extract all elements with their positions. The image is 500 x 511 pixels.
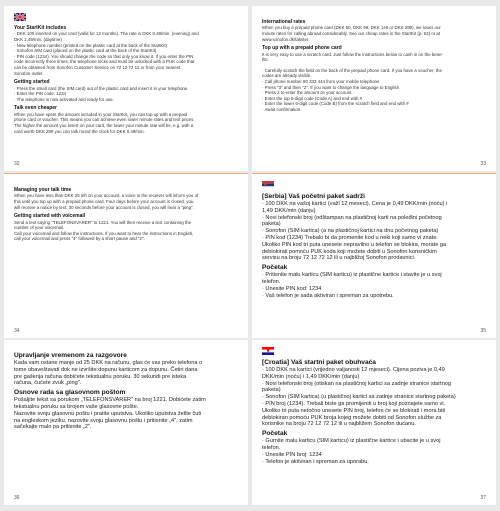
body-line: računa, čućete zvuk „ping". — [14, 380, 82, 387]
page-number: 33 — [480, 161, 486, 167]
body-line: number of your voicemail. — [14, 225, 65, 231]
section-heading: Početak — [262, 264, 288, 272]
section-heading: [Croatia] Vaš startni paket obuhvaća — [262, 359, 376, 366]
croatia-flag-icon — [262, 347, 274, 355]
body-line: It is very easy to use a scratch card. Just follow the instructions below to cash in on the bene- — [262, 51, 444, 57]
body-line: www.sonofon.dk/takster. — [262, 36, 310, 42]
page-number: 34 — [14, 328, 20, 334]
body-line: When you buy a prepaid phone card (DKK 50, DKK 99, DKK 149 or DKK 299), we lower our — [262, 25, 441, 31]
body-line: DKK 1.49/min. (daytime) — [14, 37, 62, 42]
body-line: · Sonofon SIM card (placed on the plastic card at the back of the StartKit) — [14, 48, 157, 54]
body-line: telefon. — [262, 444, 281, 451]
body-line: · Gurnite malu karticu (SIM karticu) iz plastične kartice i ubacite je u svoj — [262, 438, 441, 445]
body-line: code incorrectly three times, the telephone locks and must be unlocked with a PUK code that — [14, 59, 195, 65]
body-line: · Pritisnite malu karticu (SIM karticu) iz plastične kartice i stavite je u svoj — [262, 272, 442, 279]
body-line: deblokiran pomoću PUK broja kojeg možete dobiti od Sonofon službe za — [262, 414, 442, 421]
body-line: · Press 2 to enter the amount on your account — [262, 90, 352, 96]
body-line: When you have spent the amount included in your StartKit, you can top up with a prepaid — [14, 111, 188, 117]
page-number: 36 — [14, 495, 20, 501]
body-line: minute rates for calling abroad considerably. See our cheap rates in the StartKit (p. 63) or at — [262, 31, 441, 36]
body-line: · Call phone number 80 333 444 from your mobile telephone — [262, 78, 380, 84]
body-line: · PIN code (1234). You should change the code so that only you know it. If you enter the PIN — [14, 53, 194, 59]
body-line: · Sonofon (SIM kartica) (a na plastičnoj kartici na dnu početnog paketa) — [262, 228, 439, 235]
section-heading: [Serbia] Vaš početni paket sadrži — [262, 193, 365, 200]
body-line: The higher the amount you insert on your card, the lower your minute rate will be, e.g. with a — [14, 122, 194, 128]
body-line: · Novi telefonski broj (otiskan na plastičnoj kartici sa zadnje stranice startnog — [262, 380, 452, 387]
section-heading: Početak — [262, 430, 288, 438]
section-heading: Getting started — [14, 79, 50, 86]
body-line: will receive a notice by text. 30 seconds before your account is closed, you will hear a "ping". — [14, 204, 194, 210]
page-number: 37 — [480, 495, 486, 501]
body-line: · Carefully scratch the field on the back of the prepaid phone card. If you have a voucher, the — [262, 67, 442, 73]
section-heading: Osnove rada sa glasovnom poštom — [14, 389, 126, 397]
body-line: · Vaš telefon je sada aktiviran i spreman za upotrebu. — [262, 292, 394, 299]
body-line: · Unesite PIN broj: 1234 — [262, 451, 322, 458]
body-line: Call your voicemail and follow the instructions. If you want to hear the instructions in English, — [14, 230, 194, 236]
body-line: phone card or voucher. This means you can achieve even lower minute rates and text prices. — [14, 117, 195, 123]
body-line: · Unesite PIN kod: 1234 — [262, 285, 322, 292]
body-line: can be obtained from Sonofon Customer Service on 72 12 72 12 or from your nearest — [14, 64, 181, 70]
body-line: Pošaljite tekst sa porukom „TELEFONSVARER" na broj 1221. Dobićete zatim — [14, 397, 206, 404]
body-line: · PIN broj (1234). Trebali biste ga promijeniti u broj koji poznajete samo vi. — [262, 400, 446, 407]
body-line: Kada vam ostane manje od 25 DKK na računu, glas će vas preko telefona o — [14, 360, 203, 366]
body-line: korisnike na broju 72 12 72 12 ili u najbližem Sonofon dućanu. — [262, 421, 416, 428]
body-line: · Sonofon (SIM kartica) (u plastičnoj kartici sa zadnje stranice startnog paketa) — [262, 394, 456, 401]
section-heading: Talk even cheaper — [14, 105, 57, 112]
body-line: · Await confirmation — [262, 106, 301, 112]
body-line: call your voicemail and press "4" followed by a short pause and "2". — [14, 236, 145, 242]
body-line: · Press the small card (the SIM card) out of the plastic card and insert it in your telephone — [14, 85, 188, 91]
body-line: Ukoliko tri puta netočno unesete PIN broj, telefon će se blokirati i mora biti — [262, 407, 446, 414]
section-heading: International rates — [262, 19, 306, 25]
body-line: Nazovite svoju glasovnu poštu i pratite uputstva. Ukoliko uputstva želite čuti — [14, 410, 202, 417]
page-35 — [252, 173, 496, 338]
page-33 — [252, 6, 496, 171]
section-heading: Managing your talk time — [14, 187, 72, 193]
body-line: · 100 DKK na kartici (vrijedno valjanosti 12 mjeseci). Cijena poziva je 0,49 — [262, 367, 445, 373]
body-line: tekstualnu poruku sa brojem vaše glasovne pošte. — [14, 403, 139, 410]
body-line: codes are already visible. — [262, 73, 312, 79]
body-line: Ukoliko PIN kod tri puta unesete nepravilno u telefon se blokira, morate ga — [262, 241, 447, 248]
body-line: · Enter the top 8-digit code (Code A) and end with # — [262, 95, 363, 101]
body-line: this until you top up with a prepaid phone card. Four days before your account is closed, you — [14, 199, 194, 204]
body-line: paketa) — [262, 387, 281, 394]
page-number: 35 — [480, 328, 486, 334]
section-heading: Upravljanje vremenom za razgovore — [14, 352, 127, 359]
body-line: · Enter the lower 6-digit code (Code B) from the scratch field and end with # — [262, 101, 409, 107]
body-line: tome obaveštavati dok ne izvršite dopunu karticom za dopunu. Četiri dana — [14, 366, 198, 373]
body-line: fits. — [262, 57, 269, 63]
body-line: · PIN kod (1234) Trebalo bi da promenite kod u neki koji samo vi znate. — [262, 234, 438, 241]
body-line: na engleskom jeziku, nazovite svoju glasovnu poštu i pritisnite „4", zatim — [14, 417, 193, 424]
section-heading: Your StartKit includes — [14, 25, 67, 31]
body-line: card worth DKK 299 you can talk round the clock for DKK 0.49/min. — [14, 128, 145, 134]
body-line: Send a text saying "TELEFONSVARER" to 1221. You will then receive a text containing the — [14, 219, 192, 225]
body-line: · New telephone number (printed on the plastic card at the back of the StartKit) — [14, 42, 168, 48]
serbia-flag-icon — [262, 181, 274, 189]
body-line: · 100 DKK na vašoj kartici (važi 12 meseci). Cena je 0,49 DKK/min (noću) i — [262, 201, 448, 207]
body-line: servisu na broju 72 12 72 12 ili u najbližoj Sonofon prodavnici. — [262, 255, 416, 262]
body-line: telefon. — [262, 278, 281, 285]
body-line: When you have less than DKK 25 left on your account, a voice in the receiver will inform you of — [14, 193, 199, 199]
body-line: pre gašenja računa dobićete tekstualnu poruku. 30 sekundi pre isteka — [14, 373, 187, 380]
body-line: sačekajte malo pa pritisnite „2". — [14, 424, 92, 431]
body-line: DKK/min (noću) i 1,49 DKK/min (danju) — [262, 373, 360, 380]
body-line: · Novi telefonski broj (odštampan na plastičnoj karti na poleđini početnog — [262, 214, 442, 221]
uk-flag-icon — [14, 13, 26, 21]
page-number: 32 — [14, 161, 20, 167]
body-line: · Enter the PIN code: 1234 — [14, 91, 66, 97]
body-line: · DKK 100 inserted on your card (valid for 12 months). The rate is DKK 0.49/min. (evening) and — [14, 31, 199, 37]
body-line: 1,49 DKK/min (danju) — [262, 207, 316, 214]
page-37 — [252, 340, 496, 505]
page-36 — [4, 340, 248, 505]
section-heading: Top up with a prepaid phone card — [262, 45, 342, 52]
body-line: · The telephone is now activated and ready for use. — [14, 96, 114, 102]
body-line: Sonofon outlet. — [14, 70, 44, 76]
body-line: · Telefon je aktiviran i spreman za uporabu. — [262, 458, 369, 465]
page-32 — [4, 6, 248, 171]
page-34 — [4, 173, 248, 338]
body-line: paketa) — [262, 221, 281, 228]
section-heading: Getting started with voicemail — [14, 213, 86, 220]
body-line: · Press "3" and then "2". If you want to change the language to English — [262, 84, 400, 90]
body-line: deblokirati pomoću PUK koda koji možete dobiti u Sonofon korisničkim — [262, 248, 437, 255]
